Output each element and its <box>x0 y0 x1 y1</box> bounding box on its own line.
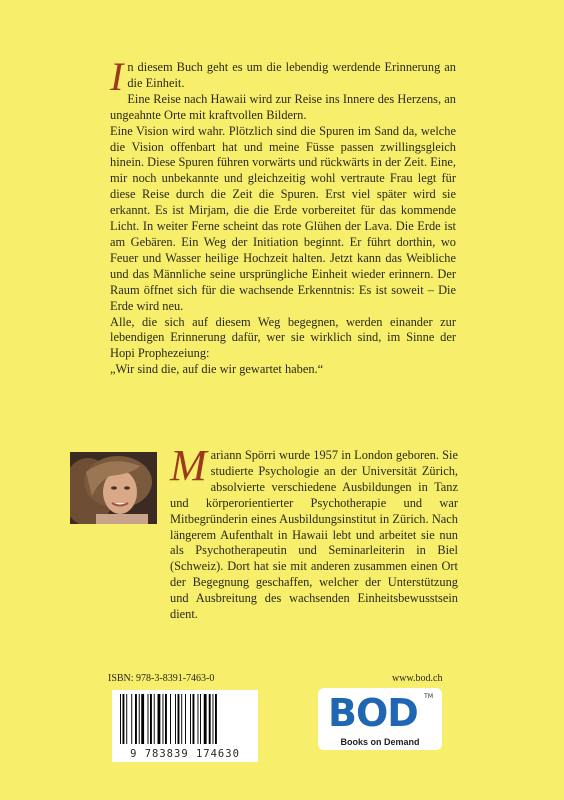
trademark-mark: TM <box>424 693 433 700</box>
barcode-bar <box>213 694 214 744</box>
barcode-digits: 9 783839 174630 <box>130 748 240 760</box>
barcode-bar <box>150 694 152 744</box>
barcode-bar <box>163 694 164 744</box>
barcode-bar <box>181 694 182 744</box>
bio-text: ariann Spörri wurde 1957 in London geboren. Sie studierte Psychologie an der Universität Zürich, absolvierte verschiedene Ausbildungen in Tanz und körperorientierter Psychotherapie und war Mitbegründerin eines Ausbildungsinstitut in Zürich. Nach längerem Aufenthalt in Hawaii lebt und arbeitet sie nun als Psychotherapeutin und Seminarleiterin in Biel (Schweiz). Dort hat sie mit anderen zusammen einen Ort der Begegnung geschaffen, welcher der Unterstützung und Ausbreitung des wachsenden Einheitsbewusstsein dient. <box>170 448 458 622</box>
barcode-bar <box>175 694 176 744</box>
barcode-bar <box>154 694 155 744</box>
blurb-paragraph: Alle, die sich auf diesem Weg begegnen, werden einander zur lebendigen Erinnerung dafür, wer sie wirklich sind, im Sinne der Hopi Prophezeiung: <box>110 314 456 361</box>
back-cover-blurb <box>110 54 456 378</box>
bod-logo-mark: BOD <box>328 691 418 735</box>
barcode-bar <box>185 694 186 744</box>
blurb-paragraph: Eine Vision wird wahr. Plötzlich sind die Spuren im Sand da, welche die Vision offenbart hat und meine Füsse passen zwillingsgleich hinein. Diese Spuren führen vorwärts und rückwärts in der Zeit. Eine, mir noch unbekannte und gleichzeitig wohl vertraute Frau legt für diese Reise durch die Zeit die Spuren. Erst viel später wird sie erkannt. Es ist Mirjam, die die Erde vorbereitet für das kommende Licht. In weiter Ferne scheint das rote Glühen der Lava. Die Erde ist am Gebären. Ein Weg der Initiation beginnt. Er führt dorthin, wo Feuer und Wasser heilige Hochzeit halten. Jetzt kann das Weibliche und das Männliche seine ursprüngliche Einheit wieder erinnern. Der Raum öffnet sich für die wachsende Erkenntnis: Es ist soweit – Die Erde wird neu. <box>110 123 456 313</box>
barcode-bar <box>165 694 167 744</box>
barcode-bar <box>204 694 207 744</box>
barcode-bar <box>139 694 140 744</box>
blurb-dropcap: I <box>110 54 124 99</box>
publisher-url[interactable]: www.bod.ch <box>392 673 443 684</box>
bio-dropcap: M <box>170 441 207 490</box>
blurb-quote: „Wir sind die, auf die wir gewartet haben.“ <box>110 362 324 377</box>
bod-tagline: Books on Demand <box>340 737 420 747</box>
barcode-bar <box>200 694 201 744</box>
isbn: ISBN: 978-3-8391-7463-0 <box>108 673 215 684</box>
barcode-bar <box>135 694 137 744</box>
barcode-bar <box>209 694 211 744</box>
barcode-bar <box>193 694 195 744</box>
author-biography <box>170 441 458 623</box>
barcode-bar <box>158 694 161 744</box>
barcode-bar <box>198 694 199 744</box>
barcode-bar <box>120 694 121 744</box>
blurb-paragraph: Eine Reise nach Hawaii wird zur Reise ins Innere des Herzens, an ungeahnte Orte mit kraftvollen Bildern. <box>110 91 456 122</box>
barcode-bar <box>215 694 217 744</box>
barcode-bar <box>131 694 132 744</box>
barcode-bar <box>126 694 127 744</box>
barcode-bar <box>170 694 171 744</box>
barcode-bar <box>178 694 180 744</box>
barcode-bar <box>148 694 149 744</box>
blurb-paragraph: n diesem Buch geht es um die lebendig werdende Erinnerung an die Einheit. <box>127 60 456 90</box>
barcode-bar <box>141 694 144 744</box>
bod-logo <box>318 688 442 750</box>
barcode-bar <box>123 694 125 744</box>
author-photo <box>70 452 157 524</box>
barcode-bar <box>190 694 191 744</box>
barcode <box>112 690 258 762</box>
